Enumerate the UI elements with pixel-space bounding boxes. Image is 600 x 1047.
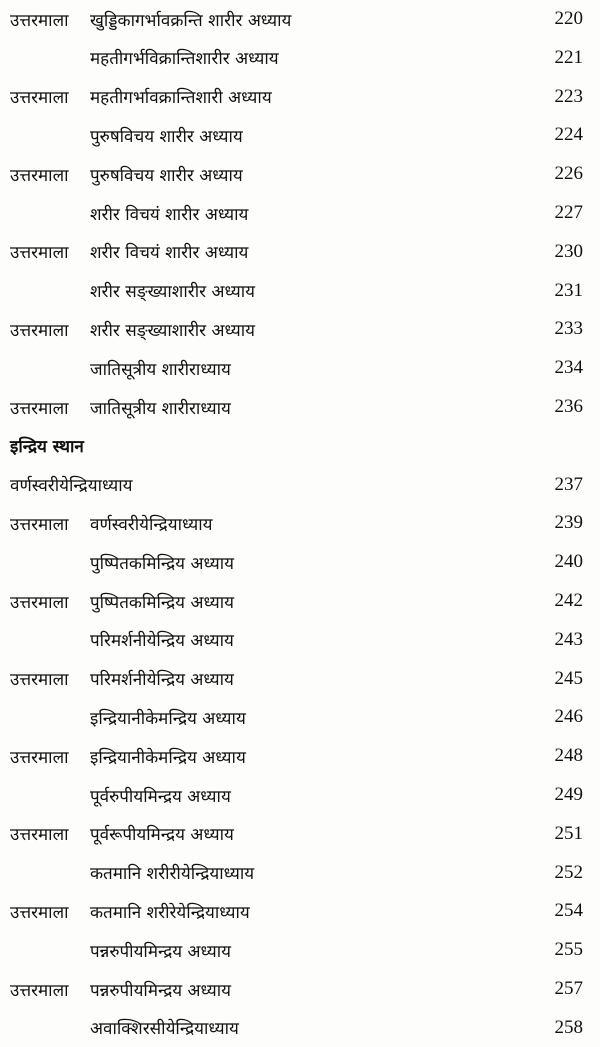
toc-row-prefix: उत्तरमाला [10, 592, 69, 613]
toc-row [0, 349, 600, 387]
toc-row-prefix: उत्तरमाला [10, 165, 69, 186]
toc-row-title: महतीगर्भावक्रान्तिशारी अध्याय [90, 88, 272, 109]
toc-row [0, 155, 600, 193]
toc-row-page-number: 248 [554, 745, 583, 767]
toc-row-title: खुड्डिकागर्भावक्रन्ति शारीर अध्याय [90, 10, 292, 31]
toc-row-page-number: 239 [554, 512, 583, 534]
toc-row-page-number: 227 [554, 202, 583, 223]
toc-row [0, 310, 600, 348]
toc-row-title: वर्णस्वरीयेन्द्रियाध्याय [10, 476, 133, 497]
toc-row-title: शरीर विचयं शारीर अध्याय [90, 204, 249, 225]
toc-row-prefix: उत्तरमाला [10, 902, 69, 923]
toc-row-page-number: 242 [554, 590, 583, 611]
toc-row-title: जातिसूत्रीय शारीराध्याय [90, 398, 231, 419]
toc-row-prefix: उत्तरमाला [10, 747, 69, 768]
toc-row-title: अवाक्शिरसीयेन्द्रियाध्याय [90, 1019, 239, 1040]
toc-row-page-number: 220 [554, 8, 583, 29]
toc-row-title: परिमर्शनीयेन्द्रिय अध्याय [90, 631, 234, 652]
toc-row-page-number: 237 [554, 473, 583, 495]
toc-row [0, 272, 600, 310]
toc-row-title: शरीर विचयं शारीर अध्याय [90, 243, 249, 264]
toc-row-page-number: 230 [554, 240, 583, 262]
toc-row [0, 854, 600, 892]
toc-row [0, 1009, 600, 1047]
toc-row-page-number: 243 [554, 628, 583, 650]
toc-row-title: पुष्पितकमिन्द्रिय अध्याय [90, 553, 234, 574]
toc-row-title: पूर्वरुपीयमिन्द्रय अध्याय [90, 786, 231, 807]
toc-row-title: पन्नरुपीयमिन्द्रय अध्याय [90, 941, 232, 962]
toc-row [0, 194, 600, 232]
toc-row-title: कतमानि शरीरेयेन्द्रियाध्याय [90, 902, 250, 923]
toc-row-title: परिमर्शनीयेन्द्रिय अध्याय [90, 670, 234, 691]
toc-row-page-number: 233 [554, 318, 583, 340]
toc-row [0, 39, 600, 77]
toc-row-page-number: 236 [554, 396, 583, 417]
toc-row [0, 660, 600, 698]
toc-row [0, 776, 600, 814]
toc-row [0, 892, 600, 930]
toc-row-title: महतीगर्भविक्रान्तिशारीर अध्याय [90, 49, 279, 70]
toc-row-title: पुरुषविचय शारीर अध्याय [90, 165, 243, 186]
toc-row [0, 78, 600, 116]
toc-row [0, 466, 600, 504]
toc-row-page-number: 224 [554, 124, 583, 146]
toc-row-title: वर्णस्वरीयेन्द्रियाध्याय [90, 514, 213, 535]
section-heading: इन्द्रिय स्थान [10, 437, 84, 458]
toc-row-prefix: उत्तरमाला [10, 514, 69, 535]
toc-row-page-number: 258 [554, 1016, 583, 1038]
toc-row [0, 621, 600, 659]
toc-row-page-number: 231 [554, 279, 583, 301]
toc-row-prefix: उत्तरमाला [10, 320, 69, 341]
toc-row-prefix: उत्तरमाला [10, 398, 69, 419]
toc-row [0, 504, 600, 542]
toc-row-page-number: 221 [554, 46, 583, 68]
toc-row-prefix: उत्तरमाला [10, 825, 69, 846]
toc-row-title: जातिसूत्रीय शारीराध्याय [90, 359, 231, 380]
toc-row-page-number: 223 [554, 85, 583, 107]
toc-row-page-number: 252 [554, 861, 583, 883]
toc-row [0, 116, 600, 154]
toc-row-page-number: 226 [554, 163, 583, 185]
toc-row-page-number: 240 [554, 551, 583, 573]
toc-row-prefix: उत्तरमाला [10, 980, 69, 1001]
toc-row [0, 388, 600, 426]
toc-row [0, 0, 600, 38]
toc-row-title: पूर्वरूपीयमिन्द्रय अध्याय [90, 825, 234, 846]
toc-row-title: शरीर सङ्ख्याशारीर अध्याय [90, 282, 255, 303]
toc-row [0, 582, 600, 620]
toc-row-title: इन्द्रियानीकेमन्द्रिय अध्याय [90, 708, 246, 729]
section-heading-row [0, 427, 600, 465]
toc-row-page-number: 255 [554, 939, 583, 961]
toc-row-title: कतमानि शरीरीयेन्द्रियाध्याय [90, 864, 255, 885]
toc-row [0, 815, 600, 853]
toc-row-title: शरीर सङ्ख्याशारीर अध्याय [90, 320, 255, 341]
toc-row-prefix: उत्तरमाला [10, 10, 69, 31]
toc-row-prefix: उत्तरमाला [10, 670, 69, 691]
toc-row-page-number: 254 [554, 900, 583, 922]
toc-row-page-number: 245 [554, 667, 583, 689]
toc-row [0, 233, 600, 271]
toc-row-page-number: 251 [554, 822, 583, 844]
toc-row-title: पुरुषविचय शारीर अध्याय [90, 126, 243, 147]
toc-row [0, 970, 600, 1008]
toc-row-title: पुष्पितकमिन्द्रिय अध्याय [90, 592, 234, 613]
toc-row [0, 737, 600, 775]
toc-row-prefix: उत्तरमाला [10, 243, 69, 264]
toc-row-page-number: 234 [554, 357, 583, 379]
toc-row-title: इन्द्रियानीकेमन्द्रिय अध्याय [90, 747, 246, 768]
toc-row-prefix: उत्तरमाला [10, 88, 69, 109]
toc-row-title: पन्नरुपीयमिन्द्रय अध्याय [90, 980, 232, 1001]
toc-row-page-number: 246 [554, 706, 583, 728]
toc-row [0, 698, 600, 736]
toc-row [0, 931, 600, 969]
toc-row [0, 543, 600, 581]
toc-row-page-number: 257 [554, 978, 583, 999]
toc-row-page-number: 249 [554, 784, 583, 805]
